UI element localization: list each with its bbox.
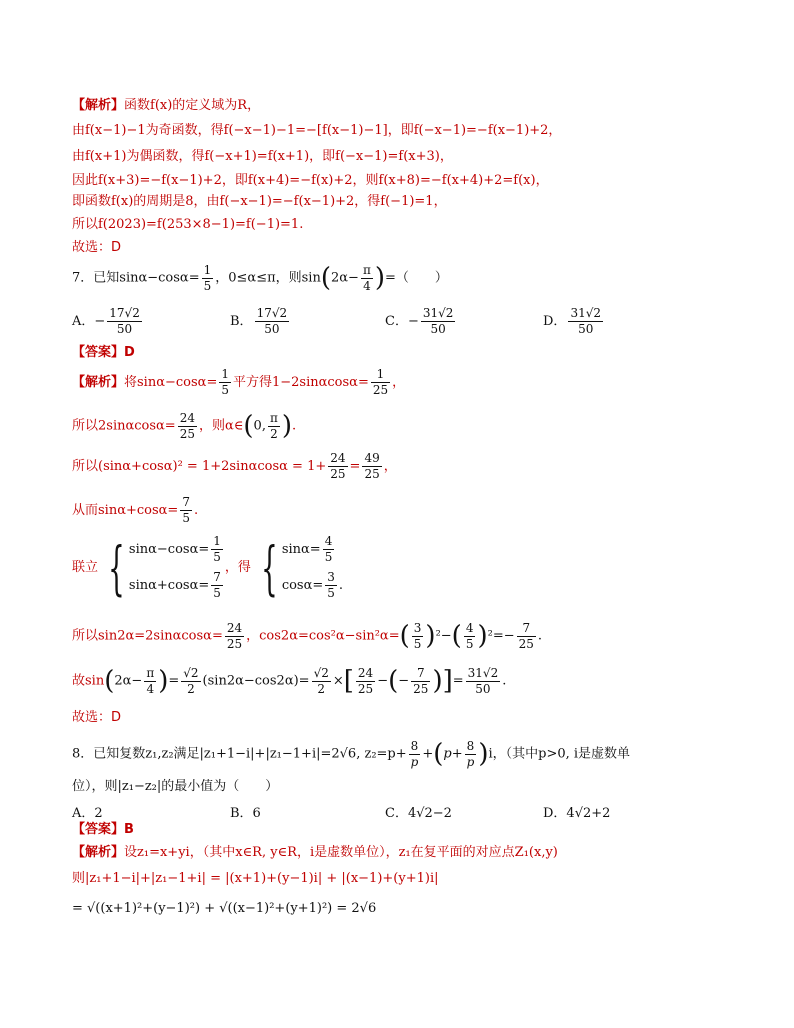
q7-option-d — [543, 306, 605, 337]
text: sinα+cosα= — [128, 577, 210, 593]
q8-sol-line2: 则|z₁+1−i|+|z₁−1+i| = |(x+1)+(y−1)i| + |(x−1)+(y+1)i| — [72, 871, 439, 886]
text: ，cos2α=cos²α−sin²α= — [246, 628, 400, 644]
text: 所以2sinαcosα= — [72, 418, 176, 434]
brace: { — [108, 533, 125, 602]
denominator: 5 — [213, 549, 221, 564]
q7-stem — [72, 262, 448, 295]
denominator: 25 — [330, 467, 346, 481]
paren: ) — [432, 666, 443, 696]
numerator: 17√2 — [256, 306, 288, 320]
fraction — [465, 739, 477, 770]
paren: ) — [158, 666, 169, 696]
punct: . — [338, 577, 344, 593]
text: cosα= — [281, 577, 324, 593]
fraction — [411, 666, 430, 697]
q7-sol-line7: 故sin(2α− $\frac{\pi}{4}$ )= $\frac{√2}{2}$ (sin2α−cos2α)= $\frac{√2}{2}$ ×[ $\frac{24}{25}$ −(− $\frac{7}{25}$ )]= $\frac{31√2}{50}$ . — [72, 665, 507, 696]
paren: ( — [433, 739, 444, 769]
fraction — [325, 570, 337, 601]
denominator: 25 — [357, 681, 374, 696]
text: 所以(sinα+cosα)² = 1+2sinαcosα = 1+ — [72, 459, 327, 474]
fraction — [312, 666, 331, 697]
brace: { — [261, 533, 278, 602]
numerator: 7 — [411, 666, 430, 682]
fraction — [323, 534, 335, 565]
numerator: 4 — [465, 620, 474, 635]
q7-option-b — [230, 306, 291, 337]
numerator: 3 — [327, 569, 335, 584]
numerator: 7 — [182, 495, 190, 509]
denominator: 50 — [430, 322, 446, 336]
denominator: 25 — [518, 636, 534, 651]
sol6-text: 函数f(x)的定义域为R， — [124, 98, 261, 113]
text: i，（其中p>0, i是虚数单 — [488, 746, 631, 762]
label: C．− — [385, 314, 419, 329]
denominator: 25 — [413, 681, 429, 696]
numerator: 24 — [226, 620, 243, 635]
q7-option-a — [72, 306, 144, 337]
numerator: 4 — [324, 533, 333, 548]
text: 联立 — [72, 560, 99, 575]
label: A．− — [72, 314, 106, 329]
denominator: 5 — [182, 511, 190, 525]
paren: ) — [374, 263, 385, 293]
q8-option-d: D．4√2+2 — [543, 806, 611, 821]
denominator: 5 — [213, 585, 221, 600]
sol6-line6: 所以f(2023)=f(253×8−1)=f(−1)=1. — [72, 217, 304, 232]
paren: ) — [281, 411, 292, 441]
text: 8．已知复数z₁,z₂满足|z₁+1−i|+|z₁−1+i|=2√6, z₂=p+ — [72, 746, 407, 762]
numerator: √2 — [183, 665, 199, 680]
sol6-line1 — [72, 97, 260, 115]
fraction — [144, 666, 156, 697]
paren: ( — [320, 263, 331, 293]
paren: ( — [399, 621, 410, 651]
denominator: 50 — [116, 322, 133, 336]
text: 设z₁=x+yi，（其中x∈R, y∈R，i是虚数单位），z₁在复平面的对应点Z₁(x,y) — [124, 845, 558, 860]
text: f(−x−1)−1=−[f(x−1)−1]，即f(−x−1)=−f(x−1)+2， — [223, 123, 562, 138]
text: = — [168, 673, 180, 689]
denominator: 4 — [363, 278, 371, 293]
fraction — [464, 621, 476, 652]
text: + — [422, 746, 434, 762]
fraction — [412, 621, 424, 652]
denominator: 25 — [372, 383, 389, 397]
system-1 — [129, 532, 225, 604]
text: 2α− — [114, 673, 143, 689]
numerator: 8 — [409, 739, 421, 755]
numerator: 7 — [213, 569, 221, 584]
q8-option-c: C．4√2−2 — [385, 806, 452, 821]
sol-tag: 【解析】 — [72, 98, 125, 113]
fraction — [568, 306, 603, 337]
numerator: 7 — [517, 621, 536, 637]
paren: ( — [243, 411, 254, 441]
numerator: 31√2 — [467, 665, 499, 680]
q8-sol-line1 — [72, 844, 558, 862]
denominator: 50 — [578, 322, 594, 336]
q8-stem-line1: 8．已知复数z₁,z₂满足|z₁+1−i|+|z₁−1+i|=2√6, z₂=p+ $\frac{8}{p}$ +(p+ $\frac{8}{p}$ )i，（其中p>0, i是虚数单 — [72, 738, 631, 769]
numerator: 1 — [221, 367, 229, 381]
numerator: 24 — [357, 665, 374, 680]
text: 为奇函数，得 — [145, 123, 224, 138]
sol-tag: 【解析】 — [72, 845, 125, 860]
denominator: 2 — [187, 681, 195, 696]
text: 2α− — [331, 270, 359, 286]
label: D． — [543, 314, 567, 329]
numerator: 17√2 — [109, 306, 140, 320]
fraction — [107, 306, 142, 337]
sol6-line2 — [72, 122, 561, 140]
text: = — [349, 459, 361, 474]
text: ，得 — [224, 560, 251, 575]
denominator: 5 — [203, 278, 212, 293]
fraction — [211, 534, 223, 565]
text: =（ ） — [385, 270, 448, 286]
text: ，则α∈ — [198, 418, 244, 434]
text: (sin2α−cos2α)= — [202, 673, 310, 689]
text: sinα−cosα= — [128, 541, 210, 557]
denominator: 2 — [317, 681, 326, 696]
fraction — [421, 306, 456, 337]
fraction — [371, 367, 390, 398]
paren: ) — [425, 621, 436, 651]
numerator: √2 — [313, 665, 329, 680]
paren: ( — [451, 621, 462, 651]
q7-sol-line4 — [72, 495, 198, 527]
bracket: [ — [343, 666, 354, 696]
fraction — [178, 411, 197, 442]
text: 7．已知sinα−cosα= — [72, 270, 200, 286]
q7-answer: 【答案】D — [72, 345, 135, 360]
punct: . — [193, 503, 199, 518]
numerator: 8 — [465, 739, 477, 755]
text: 由f(x+1) — [72, 149, 127, 164]
bracket: ] — [442, 666, 453, 696]
q8-answer: 【答案】B — [72, 822, 134, 837]
fraction — [268, 411, 280, 442]
paren: ) — [478, 739, 489, 769]
numerator: 24 — [330, 451, 346, 465]
q7-sol-answer: 故选：D — [72, 710, 122, 725]
sol-tag: 【解析】 — [72, 375, 125, 390]
denominator: 5 — [465, 636, 474, 651]
fraction — [361, 263, 373, 294]
denominator: 5 — [413, 636, 422, 651]
numerator: π — [146, 665, 155, 680]
numerator: 1 — [213, 533, 221, 548]
q8-stem-line2: 位），则|z₁−z₂|的最小值为（ ） — [72, 779, 279, 794]
text: 从而sinα+cosα= — [72, 503, 179, 518]
fraction — [409, 739, 421, 770]
fraction — [219, 367, 231, 398]
text: sinα= — [281, 541, 321, 557]
q8-option-a: A．2 — [72, 806, 103, 821]
numerator: 1 — [203, 262, 212, 277]
denominator: 25 — [179, 426, 195, 441]
q7-option-c — [385, 306, 457, 337]
text: 所以sin2α=2sinαcosα= — [72, 628, 223, 644]
q8-option-b: B．6 — [230, 806, 261, 821]
system-2 — [282, 532, 343, 604]
fraction — [202, 263, 214, 294]
fraction — [225, 621, 244, 652]
punct: . — [292, 418, 297, 434]
denominator: 25 — [226, 636, 243, 651]
denominator: 25 — [364, 467, 380, 481]
numerator: π — [362, 262, 371, 277]
text: 为偶函数，得 — [126, 149, 205, 164]
denominator: 5 — [327, 585, 335, 600]
sol6-line3 — [72, 148, 453, 166]
denominator: 2 — [270, 426, 278, 441]
denominator: 5 — [324, 549, 333, 564]
text: 故sin — [72, 673, 105, 689]
text: ，0≤α≤π，则sin — [215, 270, 321, 286]
fraction — [180, 495, 192, 526]
text: 将sinα−cosα= — [124, 375, 218, 390]
fraction — [328, 451, 347, 482]
punct: ， — [383, 459, 397, 474]
q8-sol-line3: = √((x+1)²+(y−1)²) + √((x−1)²+(y+1)²) = 2√6 — [72, 901, 377, 916]
q7-sol-line5 — [72, 528, 343, 608]
numerator: 24 — [179, 410, 195, 425]
sol6-line5: 即函数f(x)的周期是8，由f(−x−1)=−f(x−1)+2，得f(−1)=1， — [72, 194, 447, 209]
numerator: 49 — [364, 451, 380, 465]
text: 由f(x−1)−1 — [72, 123, 146, 138]
denominator: 5 — [221, 383, 229, 397]
fraction — [356, 666, 375, 697]
numerator: 31√2 — [422, 306, 454, 320]
text: 平方得1−2sinαcosα= — [232, 375, 369, 390]
q7-sol-line3 — [72, 451, 397, 483]
q7-sol-line2: 所以2sinαcosα= $\frac{24}{25}$ ，则α∈(0, $\frac{\pi}{2}$ ). — [72, 410, 297, 441]
fraction — [255, 306, 290, 337]
text: f(−x+1)=f(x+1)，即f(−x−1)=f(x+3)， — [204, 149, 453, 164]
q7-sol-line1 — [72, 367, 405, 399]
fraction — [181, 666, 200, 697]
paren: ( — [104, 666, 115, 696]
fraction — [362, 451, 381, 482]
label: B． — [230, 314, 253, 329]
sol6-answer: 故选：D — [72, 240, 122, 255]
paren: ( — [388, 666, 399, 696]
numerator: π — [269, 410, 278, 425]
fraction — [211, 570, 223, 601]
q7-sol-line6: 所以sin2α=2sinαcosα= $\frac{24}{25}$ ，cos2α=cos²α−sin²α=( $\frac{3}{5}$ )²−( $\frac{4}{5}$ )²=− $\frac{7}{25}$ . — [72, 620, 543, 651]
denominator: p — [410, 754, 419, 769]
numerator: 31√2 — [570, 306, 601, 320]
sol6-line4: 因此f(x+3)=−f(x−1)+2，即f(x+4)=−f(x)+2，则f(x+8)=−f(x+4)+2=f(x)， — [72, 173, 549, 188]
paren: ) — [477, 621, 488, 651]
numerator: 3 — [413, 620, 422, 635]
denominator: 50 — [264, 322, 280, 336]
denominator: 4 — [146, 681, 155, 696]
fraction — [466, 666, 501, 697]
denominator: p — [466, 754, 475, 769]
punct: ， — [392, 375, 406, 390]
denominator: 50 — [475, 681, 491, 696]
variable: p — [443, 746, 452, 762]
fraction — [517, 621, 536, 652]
numerator: 1 — [371, 367, 390, 383]
